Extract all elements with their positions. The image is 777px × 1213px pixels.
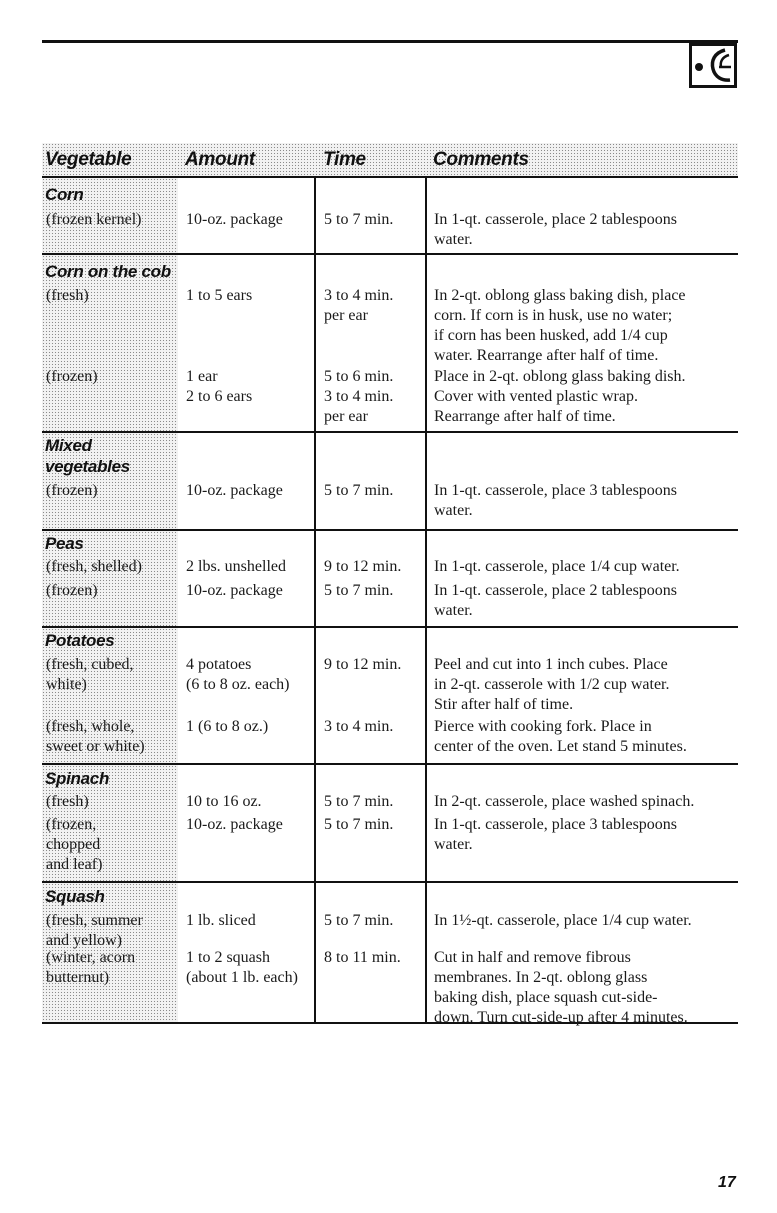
row-amount: 1 lb. sliced — [186, 912, 256, 929]
row-comment: In 2-qt. casserole, place washed spinach. — [434, 793, 695, 810]
column-divider — [425, 531, 427, 626]
header-time: Time — [323, 149, 366, 170]
column-divider — [425, 255, 427, 431]
row-label: (fresh) — [46, 793, 89, 810]
group-mixed-vegetables — [42, 433, 738, 531]
row-time: 5 to 7 min. — [324, 211, 394, 228]
row-label: (frozen) — [46, 482, 98, 499]
row-time: 8 to 11 min. — [324, 949, 401, 966]
row-label: (winter, acorn butternut) — [46, 949, 136, 986]
group-title: Potatoes — [45, 631, 115, 650]
row-time: 3 to 4 min. — [324, 718, 394, 735]
column-divider — [314, 883, 316, 1022]
column-divider — [314, 628, 316, 763]
row-comment: In 1-qt. casserole, place 3 tablespoons water. — [434, 482, 678, 519]
row-amount: 1 to 5 ears — [186, 287, 253, 304]
row-time: 5 to 7 min. — [324, 793, 394, 810]
column-divider — [314, 255, 316, 431]
page-number: 17 — [718, 1174, 736, 1191]
row-amount: 10-oz. package — [186, 816, 283, 833]
row-comment: Cut in half and remove fibrous membranes. In 2-qt. oblong glass baking dish, place squash cut-side- down. Turn cut-side-up after 4 minutes. — [434, 949, 688, 1026]
column-divider — [425, 628, 427, 763]
row-time: 9 to 12 min. — [324, 558, 402, 575]
row-label: (frozen) — [46, 368, 98, 385]
header-amount: Amount — [185, 149, 255, 170]
row-amount: 4 potatoes (6 to 8 oz. each) — [186, 656, 290, 693]
row-comment: In 1-qt. casserole, place 2 tablespoons water. — [434, 582, 678, 619]
row-label: (fresh, whole, sweet or white) — [46, 718, 145, 755]
row-time: 5 to 7 min. — [324, 582, 394, 599]
row-time: 3 to 4 min. per ear — [324, 287, 394, 324]
row-amount: 10-oz. package — [186, 482, 283, 499]
row-amount: 10 to 16 oz. — [186, 793, 262, 810]
group-corn — [42, 178, 738, 255]
group-spinach — [42, 765, 738, 883]
row-label: (fresh, cubed, white) — [46, 656, 134, 693]
group-potatoes — [42, 628, 738, 765]
row-comment: In 1-qt. casserole, place 1/4 cup water. — [434, 558, 680, 575]
row-time: 9 to 12 min. — [324, 656, 402, 673]
row-comment: In 1½-qt. casserole, place 1/4 cup water. — [434, 912, 692, 929]
row-label: (fresh, shelled) — [46, 558, 142, 575]
column-divider — [314, 178, 316, 253]
row-time: 5 to 6 min. 3 to 4 min. per ear — [324, 368, 394, 425]
column-divider — [314, 765, 316, 881]
row-label: (fresh) — [46, 287, 89, 304]
group-title: Corn — [45, 185, 84, 204]
group-title: Corn on the cob — [45, 262, 171, 281]
row-amount: 1 ear 2 to 6 ears — [186, 368, 253, 405]
vegetable-cooking-table — [42, 143, 738, 1024]
row-amount: 10-oz. package — [186, 211, 283, 228]
group-peas — [42, 531, 738, 628]
row-time: 5 to 7 min. — [324, 816, 394, 833]
row-comment: Peel and cut into 1 inch cubes. Place in 2-qt. casserole with 1/2 cup water. Stir after half of time. — [434, 656, 670, 713]
column-divider — [425, 178, 427, 253]
column-divider — [425, 765, 427, 881]
row-amount: 10-oz. package — [186, 582, 283, 599]
column-divider — [425, 433, 427, 529]
row-comment: In 1-qt. casserole, place 2 tablespoons water. — [434, 211, 678, 248]
cooking-guide-section-icon — [689, 43, 737, 88]
row-comment: In 2-qt. oblong glass baking dish, place corn. If corn is in husk, use no water; if corn has been husked, add 1/4 cup water. Rearrange after half of time. — [434, 287, 686, 364]
row-amount: 2 lbs. unshelled — [186, 558, 286, 575]
row-label: (fresh, summer and yellow) — [46, 912, 143, 949]
header-comments: Comments — [433, 149, 529, 170]
column-divider — [314, 433, 316, 529]
row-label: (frozen) — [46, 582, 98, 599]
row-time: 5 to 7 min. — [324, 482, 394, 499]
header-vegetable: Vegetable — [45, 149, 132, 170]
group-title: Spinach — [45, 769, 110, 788]
group-title: Peas — [45, 534, 84, 553]
group-title: Mixed vegetables — [45, 436, 130, 476]
table-header — [42, 143, 738, 178]
group-title: Squash — [45, 887, 105, 906]
top-rule — [42, 40, 738, 43]
column-divider — [314, 531, 316, 626]
row-amount: 1 (6 to 8 oz.) — [186, 718, 269, 735]
column-divider — [425, 883, 427, 1022]
group-corn-on-the-cob — [42, 255, 738, 433]
row-comment: In 1-qt. casserole, place 3 tablespoons water. — [434, 816, 678, 853]
group-squash — [42, 883, 738, 1024]
row-comment: Pierce with cooking fork. Place in center of the oven. Let stand 5 minutes. — [434, 718, 687, 755]
row-time: 5 to 7 min. — [324, 912, 394, 929]
row-comment: Place in 2-qt. oblong glass baking dish. Cover with vented plastic wrap. Rearrange after half of time. — [434, 368, 686, 425]
row-amount: 1 to 2 squash (about 1 lb. each) — [186, 949, 298, 986]
row-label: (frozen kernel) — [46, 211, 142, 228]
row-label: (frozen, chopped and leaf) — [46, 816, 103, 873]
